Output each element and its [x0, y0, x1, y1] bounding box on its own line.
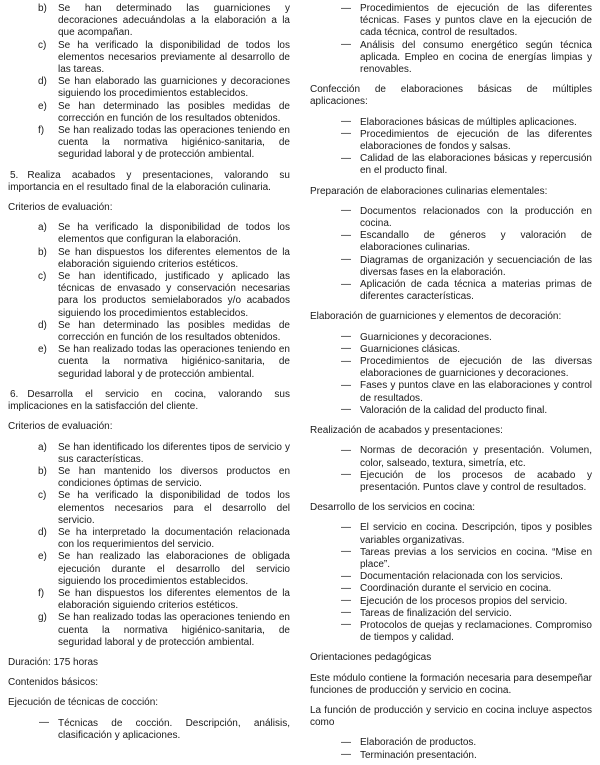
list-item-dash [310, 620, 592, 644]
dash-marker-icon: — [341, 39, 351, 51]
list-item-lettered [8, 527, 290, 551]
item-text: Criterios de evaluación: [8, 202, 113, 214]
item-label: e) [38, 344, 47, 356]
paragraph [310, 186, 592, 198]
list-item-dash [310, 583, 592, 595]
paragraph [310, 705, 592, 729]
item-text: Diagramas de organización y secuenciación de las diversas fases en la elaboración. [360, 254, 592, 278]
list-item-dash [310, 344, 592, 356]
item-text: Se han dispuestos los diferentes elementos de la elaboración siguiendo criterios estéticos. [58, 587, 290, 612]
list-item-lettered [8, 222, 290, 246]
item-text: Se han realizado todas las operaciones teniendo en cuenta la normativa higiénico-sanitaria, de seguridad laboral y de protección ambiental. [58, 612, 290, 648]
list-item-dash [310, 522, 592, 546]
dash-marker-icon: — [341, 582, 351, 594]
item-text: Preparación de elaboraciones culinarias elementales: [310, 185, 548, 197]
dash-marker-icon: — [341, 152, 351, 164]
item-text: Ejecución de técnicas de cocción: [8, 697, 159, 709]
item-text: Procedimientos de ejecución de las diversas elaboraciones de guarniciones y decoraciones. [360, 356, 592, 380]
item-label: f) [38, 587, 45, 599]
item-label: 6. [10, 388, 19, 400]
list-item-lettered [8, 101, 290, 125]
item-text: Se ha interpretado la documentación relacionada con los requerimientos del servicio. [58, 526, 290, 551]
list-item-dash [310, 445, 592, 469]
dash-marker-icon: — [341, 379, 351, 391]
dash-marker-icon: — [341, 607, 351, 619]
item-text: Se han dispuestos los diferentes elementos de la elaboración siguiendo criterios estéticos. [58, 246, 290, 270]
list-item-lettered [8, 76, 290, 100]
paragraph [8, 202, 290, 214]
paragraph [310, 425, 592, 437]
list-item-dash [310, 206, 592, 230]
dash-marker-icon: — [341, 205, 351, 217]
column-right [310, 3, 592, 762]
item-text: Confección de elaboraciones básicas de múltiples aplicaciones: [310, 84, 592, 108]
item-text: Se han determinado las guarniciones y decoraciones adecuándolas a la elaboración a la que acompañan. [58, 3, 290, 39]
paragraph [310, 652, 592, 664]
item-text: Realización de acabados y presentaciones: [310, 425, 503, 437]
item-label: d) [38, 319, 47, 331]
dash-marker-icon: — [341, 736, 351, 748]
list-item-dash [310, 547, 592, 571]
list-item-lettered [8, 320, 290, 344]
dash-marker-icon: — [341, 278, 351, 290]
dash-marker-icon: — [39, 717, 49, 729]
list-item-dash [310, 737, 592, 749]
item-label: c) [38, 271, 47, 283]
dash-marker-icon: — [341, 570, 351, 582]
item-label: b) [38, 246, 47, 258]
item-text: Contenidos básicos: [8, 677, 99, 689]
document-page [8, 3, 592, 762]
dash-marker-icon: — [341, 749, 351, 761]
item-text: Se han realizado las elaboraciones de obligada ejecución durante el desarrollo del servicio siguiendo los procedimientos establecidos. [58, 551, 290, 587]
item-label: d) [38, 526, 47, 538]
item-text: Fases y puntos clave en las elaboraciones y control de resultados. [360, 380, 592, 404]
list-item-dash [310, 129, 592, 153]
dash-marker-icon: — [341, 2, 351, 14]
item-label: b) [38, 465, 47, 477]
paragraph [310, 84, 592, 108]
item-text: Realiza acabados y presentaciones, valorando su importancia en el resultado final de la elaboración culinaria. [8, 169, 290, 193]
item-label: b) [38, 3, 47, 14]
item-text: Elaboraciones básicas de múltiples aplicaciones. [360, 116, 577, 128]
dash-marker-icon: — [341, 343, 351, 355]
dash-marker-icon: — [341, 404, 351, 416]
list-item-dash [310, 596, 592, 608]
item-text: Guarniciones clásicas. [360, 343, 461, 355]
list-item-dash [310, 117, 592, 129]
list-item-dash [310, 380, 592, 404]
item-text: Se han identificado, justificado y aplicado las técnicas de envasado y conservación necesarias para los productos semielaborados y/o acabados siguiendo los procedimientos establecidos. [58, 271, 290, 319]
list-item-lettered [8, 3, 290, 40]
item-text: Se han mantenido los diversos productos en condiciones óptimas de servicio. [58, 465, 290, 490]
list-item-lettered [8, 125, 290, 162]
item-text: Terminación presentación. [360, 749, 477, 761]
item-label: e) [38, 100, 47, 112]
item-text: Coordinación durante el servicio en cocina. [360, 583, 552, 595]
item-label: a) [38, 222, 47, 234]
list-item-dash [310, 405, 592, 417]
item-label: 5. [10, 169, 19, 181]
list-item-lettered [8, 466, 290, 490]
list-item-dash [310, 356, 592, 380]
list-item-lettered [8, 551, 290, 588]
item-text: Elaboración de guarniciones y elementos de decoración: [310, 311, 562, 323]
list-item-dash [310, 255, 592, 279]
list-item-dash [310, 571, 592, 583]
list-item-lettered [8, 490, 290, 527]
item-text: Procedimientos de ejecución de las diferentes elaboraciones de fondos y salsas. [360, 128, 592, 153]
item-text: Análisis del consumo energético según técnica aplicada. Empleo en cocina de energías limpias y renovables. [360, 39, 592, 76]
item-label: a) [38, 441, 47, 453]
list-item-lettered [8, 271, 290, 320]
item-text: Se ha verificado la disponibilidad de todos los elementos necesarios para el desarrollo del servicio. [58, 490, 290, 526]
paragraph [8, 697, 290, 709]
list-item-lettered [8, 588, 290, 612]
item-text: Procedimientos de ejecución de las diferentes técnicas. Fases y puntos clave en la ejecución de cada técnica, control de resultados. [360, 3, 592, 39]
dash-marker-icon: — [341, 355, 351, 367]
dash-marker-icon: — [341, 619, 351, 631]
item-label: g) [38, 612, 47, 624]
item-text: Ejecución de los procesos propios del servicio. [360, 595, 568, 607]
dash-marker-icon: — [341, 254, 351, 266]
numbered-paragraph [8, 170, 290, 194]
list-item-dash [8, 718, 290, 742]
dash-marker-icon: — [341, 444, 351, 456]
item-text: Desarrollo de los servicios en cocina: [310, 502, 476, 514]
item-text: Este módulo contiene la formación necesaria para desempeñar funciones de producción y servicio en cocina. [310, 672, 592, 696]
list-item-dash [310, 3, 592, 40]
item-label: f) [38, 125, 45, 137]
list-item-lettered [8, 612, 290, 649]
dash-marker-icon: — [341, 595, 351, 607]
paragraph [8, 657, 290, 669]
column-left [8, 3, 290, 762]
paragraph [310, 502, 592, 514]
dash-marker-icon: — [341, 521, 351, 533]
item-text: Se han realizado todas las operaciones teniendo en cuenta la normativa higiénico-sanitaria, de seguridad laboral y de protección ambiental. [58, 344, 290, 380]
item-text: Se ha verificado la disponibilidad de todos los elementos necesarios previamente al desarrollo de las tareas. [58, 39, 290, 76]
dash-marker-icon: — [341, 229, 351, 241]
dash-marker-icon: — [341, 128, 351, 140]
item-text: Escandallo de géneros y valoración de elaboraciones culinarias. [360, 230, 592, 254]
list-item-dash [310, 750, 592, 762]
list-item-dash [310, 470, 592, 494]
item-label: d) [38, 76, 47, 88]
item-text: Normas de decoración y presentación. Volumen, color, salseado, textura, simetría, etc. [360, 445, 592, 469]
item-text: Aplicación de cada técnica a materias primas de diferentes características. [360, 279, 592, 303]
item-text: Elaboración de productos. [360, 737, 477, 749]
list-item-dash [310, 40, 592, 77]
list-item-lettered [8, 344, 290, 381]
item-text: Ejecución de los procesos de acabado y presentación. Puntos clave y control de resultados. [360, 469, 592, 493]
item-text: Orientaciones pedagógicas [310, 652, 432, 664]
item-text: Se han determinado las posibles medidas de corrección en función de los resultados obtenidos. [58, 319, 290, 344]
paragraph [8, 421, 290, 433]
dash-marker-icon: — [341, 116, 351, 128]
item-text: Se han elaborado las guarniciones y decoraciones siguiendo los procedimientos establecidos. [58, 76, 290, 100]
item-label: e) [38, 551, 47, 563]
item-text: Se ha verificado la disponibilidad de todos los elementos que configuran la elaboración. [58, 222, 290, 246]
item-text: Documentación relacionada con los servicios. [360, 571, 563, 583]
dash-marker-icon: — [341, 331, 351, 343]
dash-marker-icon: — [341, 469, 351, 481]
item-text: Se han identificado los diferentes tipos de servicio y sus características. [58, 441, 290, 465]
item-text: La función de producción y servicio en cocina incluye aspectos como [310, 704, 592, 729]
item-text: Calidad de las elaboraciones básicas y repercusión en el producto final. [360, 153, 592, 177]
paragraph [310, 673, 592, 697]
paragraph [8, 677, 290, 689]
item-text: El servicio en cocina. Descripción, tipos y posibles variables organizativas. [360, 522, 592, 546]
item-text: Guarniciones y decoraciones. [360, 331, 492, 343]
item-text: Se han determinado las posibles medidas de corrección en función de los resultados obtenidos. [58, 100, 290, 124]
item-text: Criterios de evaluación: [8, 421, 113, 433]
numbered-paragraph [8, 389, 290, 413]
item-text: Documentos relacionados con la producción en cocina. [360, 205, 592, 230]
item-text: Desarrolla el servicio en cocina, valorando sus implicaciones en la satisfacción del cliente. [8, 388, 290, 413]
item-text: Tareas previas a los servicios en cocina. “Mise en place”. [360, 546, 592, 570]
item-text: Se han realizado todas las operaciones teniendo en cuenta la normativa higiénico-sanitaria, de seguridad laboral y de protección ambiental. [58, 125, 290, 161]
item-text: Duración: 175 horas [8, 656, 99, 668]
list-item-dash [310, 279, 592, 303]
list-item-dash [310, 332, 592, 344]
list-item-dash [310, 153, 592, 177]
list-item-dash [310, 230, 592, 254]
list-item-lettered [8, 442, 290, 466]
item-text: Técnicas de cocción. Descripción, análisis, clasificación y aplicaciones. [58, 717, 290, 741]
list-item-lettered [8, 247, 290, 271]
dash-marker-icon: — [341, 546, 351, 558]
item-label: c) [38, 490, 47, 502]
list-item-lettered [8, 40, 290, 77]
item-text: Valoración de la calidad del producto final. [360, 404, 548, 416]
list-item-dash [310, 608, 592, 620]
paragraph [310, 311, 592, 323]
item-text: Protocolos de quejas y reclamaciones. Compromiso de tiempos y calidad. [360, 619, 592, 644]
item-label: c) [38, 39, 47, 51]
item-text: Tareas de finalización del servicio. [360, 607, 512, 619]
